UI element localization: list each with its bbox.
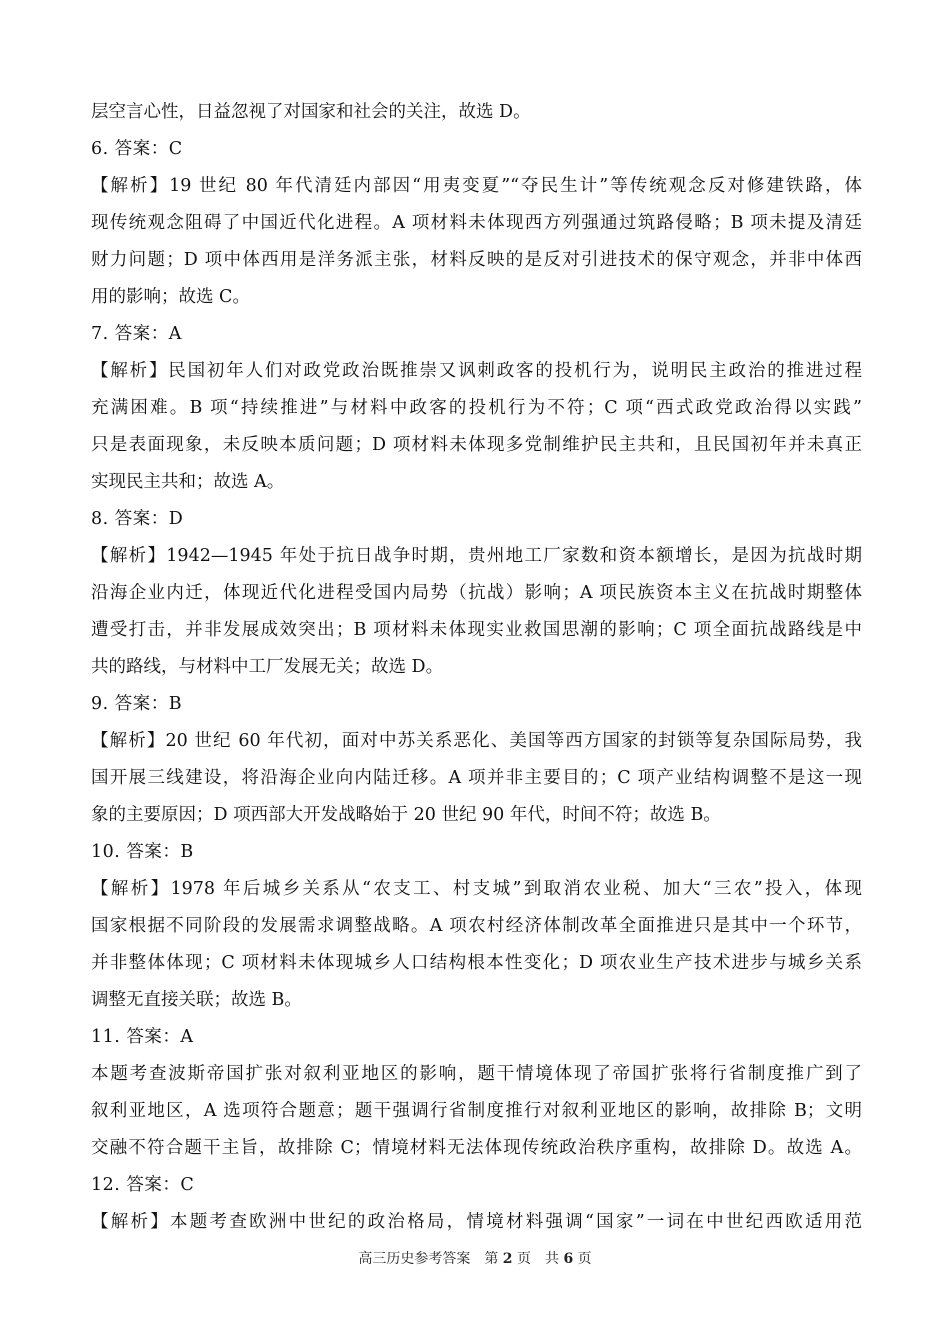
text-line: 【解析】20 世纪 60 年代初，面对中苏关系恶化、美国等西方国家的封锁等复杂国际局势，我	[91, 731, 862, 751]
footer-middle: 页 共	[517, 1251, 559, 1267]
text-line: 遭受打击，并非发展成效突出；B 项材料未体现实业救国思潮的影响；C 项全面抗战路线是中	[91, 620, 862, 640]
footer-prefix: 高三历史参考答案 第	[358, 1251, 499, 1267]
answer-heading-line: 11. 答案：A	[91, 1027, 194, 1047]
text-line: 层空言心性，日益忽视了对国家和社会的关注，故选 D。	[91, 102, 531, 122]
text-line: 财力问题；D 项中体西用是洋务派主张，材料反映的是反对引进技术的保守观念，并非中体西	[91, 250, 862, 270]
answer-heading-line: 8. 答案：D	[91, 509, 184, 529]
text-line: 象的主要原因；D 项西部大开发战略始于 20 世纪 90 年代，时间不符；故选 B。	[91, 805, 721, 825]
text-line: 充满困难。B 项“持续推进”与材料中政客的投机行为不符；C 项“西式政党政治得以实践”	[91, 398, 862, 418]
text-line: 沿海企业内迁，体现近代化进程受国内局势（抗战）影响；A 项民族资本主义在抗战时期整体	[91, 583, 862, 603]
text-line: 并非整体体现；C 项材料未体现城乡人口结构根本性变化；D 项农业生产技术进步与城乡关系	[91, 953, 862, 973]
text-line: 【解析】19 世纪 80 年代清廷内部因“用夷变夏”“夺民生计”等传统观念反对修建铁路，体	[91, 176, 862, 196]
footer-total-pages: 6	[563, 1251, 574, 1267]
answer-heading-line: 10. 答案：B	[91, 842, 194, 862]
answer-heading-line: 7. 答案：A	[91, 324, 182, 344]
text-line: 共的路线，与材料中工厂发展无关；故选 D。	[91, 657, 444, 677]
text-line: 【解析】民国初年人们对政党政治既推崇又讽刺政客的投机行为，说明民主政治的推进过程	[91, 361, 862, 381]
text-line: 实现民主共和；故选 A。	[91, 472, 285, 492]
answer-heading-line: 6. 答案：C	[91, 139, 183, 159]
text-line: 本题考查波斯帝国扩张对叙利亚地区的影响，题干情境体现了帝国扩张将行省制度推广到了	[91, 1064, 862, 1084]
text-line: 调整无直接关联；故选 B。	[91, 990, 302, 1010]
text-line: 【解析】1978 年后城乡关系从“农支工、村支城”到取消农业税、加大“三农”投入，体现	[91, 879, 862, 899]
text-line: 用的影响；故选 C。	[91, 287, 250, 307]
text-line: 现传统观念阻碍了中国近代化进程。A 项材料未体现西方列强通过筑路侵略；B 项未提及清廷	[91, 213, 862, 233]
answer-text-body	[91, 94, 862, 1241]
text-line: 【解析】本题考查欧洲中世纪的政治格局，情境材料强调“国家”一词在中世纪西欧适用范	[91, 1212, 862, 1232]
page-footer	[0, 1248, 950, 1268]
text-line: 叙利亚地区，A 选项符合题意；题干强调行省制度推行对叙利亚地区的影响，故排除 B；文明	[91, 1101, 862, 1121]
answer-heading-line: 9. 答案：B	[91, 694, 183, 714]
text-line: 国开展三线建设，将沿海企业向内陆迁移。A 项并非主要目的；C 项产业结构调整不是这一现	[91, 768, 862, 788]
text-line: 【解析】1942—1945 年处于抗日战争时期，贵州地工厂家数和资本额增长，是因为抗战时期	[91, 546, 862, 566]
footer-page-number: 2	[502, 1251, 513, 1267]
text-line: 国家根据不同阶段的发展需求调整战略。A 项农村经济体制改革全面推进只是其中一个环节，	[91, 916, 862, 936]
footer-suffix: 页	[577, 1251, 592, 1267]
text-line: 只是表面现象，未反映本质问题；D 项材料未体现多党制维护民主共和，且民国初年并未真正	[91, 435, 862, 455]
answer-heading-line: 12. 答案：C	[91, 1175, 195, 1195]
text-line: 交融不符合题干主旨，故排除 C；情境材料无法体现传统政治秩序重构，故排除 D。故选 A。	[91, 1138, 862, 1158]
